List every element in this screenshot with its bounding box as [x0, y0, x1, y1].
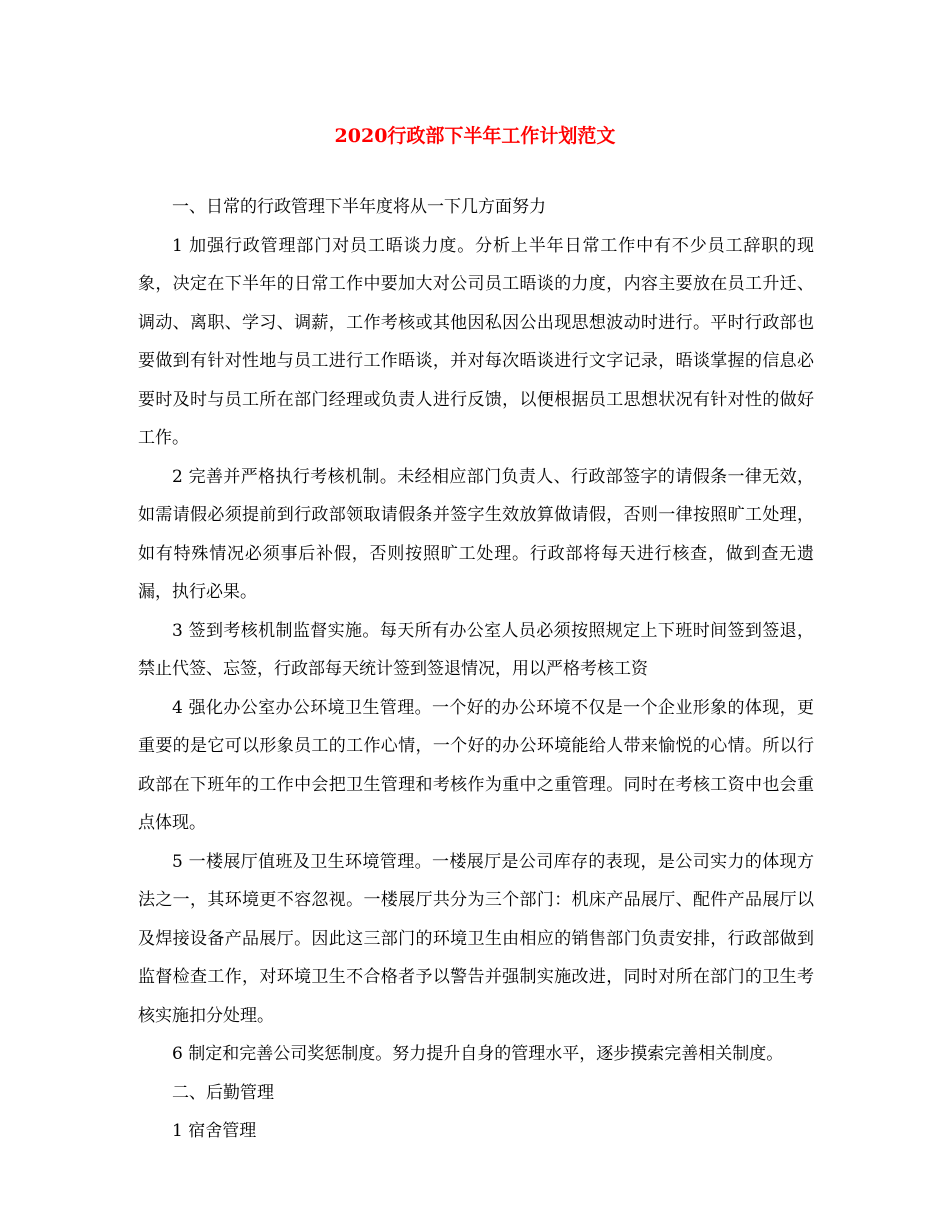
document-body: [138, 188, 814, 1151]
paragraph-subitem-dormitory: 1 宿舍管理: [172, 1121, 257, 1141]
paragraph-item-5: 5 一楼展厅值班及卫生环境管理。一楼展厅是公司库存的表现，是公司实力的体现方法之一，其环境更不容忽视。一楼展厅共分为三个部门：机床产品展厅、配件产品展厅以及焊接设备产品展厅。因此这三部门的环境卫生由相应的销售部门负责安排，行政部做到监督检查工作，对环境卫生不合格者予以警告并强制实施改进，同时对所在部门的卫生考核实施扣分处理。: [138, 851, 814, 1026]
section-heading-daily-admin: 一、日常的行政管理下半年度将从一下几方面努力: [172, 197, 546, 217]
paragraph-item-2: 2 完善并严格执行考核机制。未经相应部门负责人、行政部签字的请假条一律无效，如需请假必须提前到行政部领取请假条并签字生效放算做请假，否则一律按照旷工处理，如有特殊情况必须事后补假，否则按照旷工处理。行政部将每天进行核查，做到查无遗漏，执行必果。: [138, 466, 814, 602]
paragraph-item-6: 6 制定和完善公司奖惩制度。努力提升自身的管理水平，逐步摸索完善相关制度。: [172, 1044, 784, 1064]
paragraph-item-1: 1 加强行政管理部门对员工晤谈力度。分析上半年日常工作中有不少员工辞职的现象，决定在下半年的日常工作中要加大对公司员工晤谈的力度，内容主要放在员工升迁、调动、离职、学习、调薪，工作考核或其他因私因公出现思想波动时进行。平时行政部也要做到有针对性地与员工进行工作晤谈，并对每次晤谈进行文字记录，晤谈掌握的信息必要时及时与员工所在部门经理或负责人进行反馈，以便根据员工思想状况有针对性的做好工作。: [138, 235, 814, 448]
paragraph-item-3: 3 签到考核机制监督实施。每天所有办公室人员必须按照规定上下班时间签到签退，禁止代签、忘签，行政部每天统计签到签退情况，用以严格考核工资: [138, 620, 814, 679]
section-heading-logistics: 二、后勤管理: [172, 1082, 274, 1103]
document-title: 2020行政部下半年工作计划范文: [334, 125, 616, 147]
paragraph-item-4: 4 强化办公室办公环境卫生管理。一个好的办公环境不仅是一个企业形象的体现，更重要的是它可以形象员工的工作心情，一个好的办公环境能给人带来愉悦的心情。所以行政部在下班年的工作中会把卫生管理和考核作为重中之重管理。同时在考核工资中也会重点体现。: [138, 697, 814, 833]
